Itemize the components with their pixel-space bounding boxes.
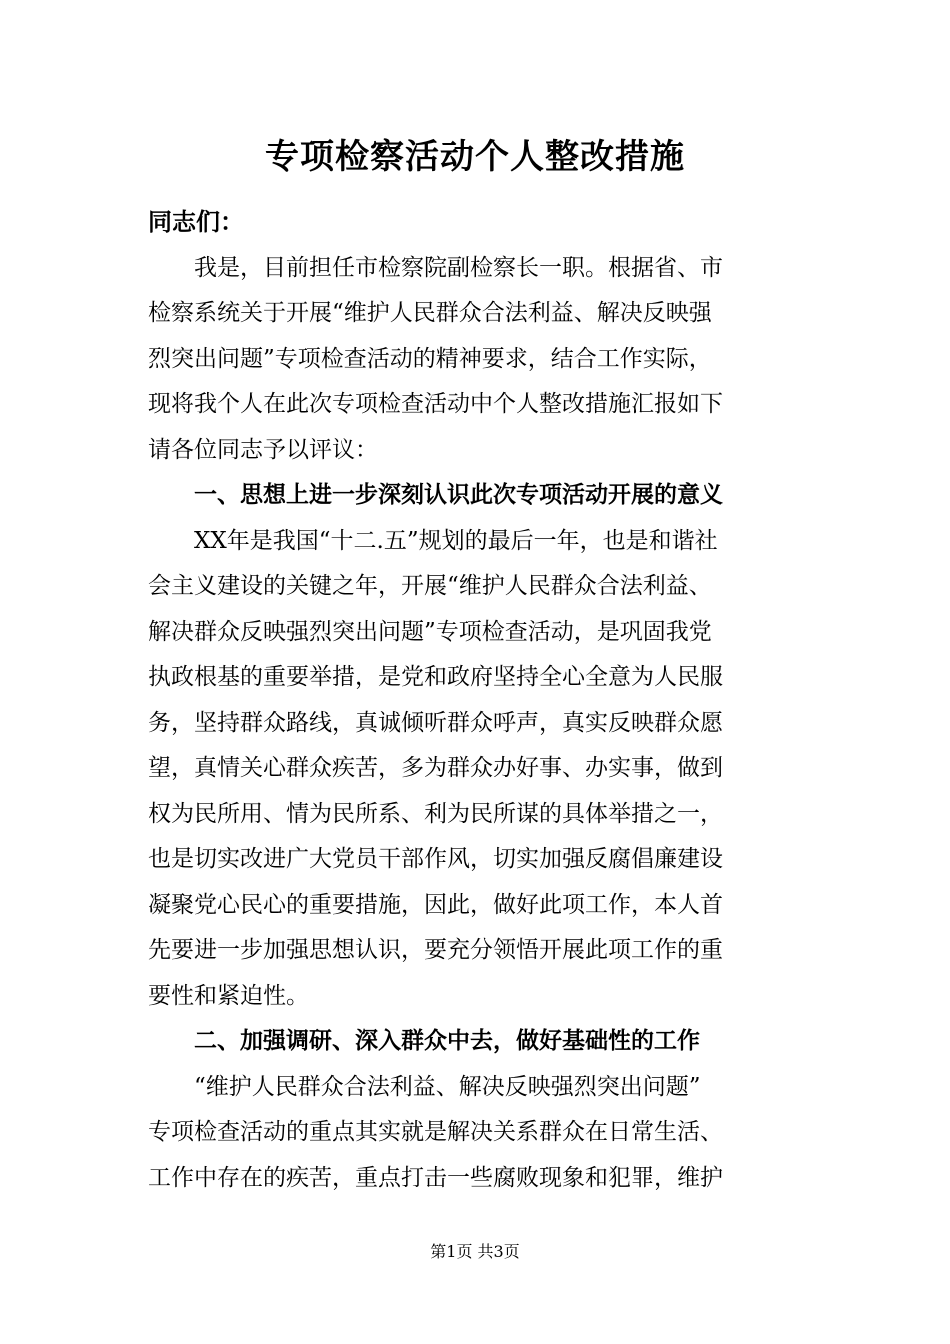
paragraph-line: 会主义建设的关键之年，开展“维护人民群众合法利益、 bbox=[148, 573, 712, 599]
paragraph-line: 现将我个人在此次专项检查活动中个人整改措施汇报如下 bbox=[148, 391, 723, 417]
paragraph-line: 凝聚党心民心的重要措施，因此，做好此项工作，本人首 bbox=[148, 891, 723, 918]
page-footer: 第1页 共3页 bbox=[430, 1242, 520, 1261]
document-body bbox=[148, 200, 808, 1201]
section-heading: 二、加强调研、深入群众中去，做好基础性的工作 bbox=[194, 1028, 700, 1054]
salutation: 同志们： bbox=[148, 208, 244, 236]
paragraph-line: 工作中存在的疾苦，重点打击一些腐败现象和犯罪，维护 bbox=[148, 1164, 723, 1191]
paragraph-line: “维护人民群众合法利益、解决反映强烈突出问题” bbox=[194, 1073, 701, 1100]
paragraph-line: 专项检查活动的重点其实就是解决关系群众在日常生活、 bbox=[148, 1119, 723, 1145]
paragraph-line: 务，坚持群众路线，真诚倾听群众呼声，真实反映群众愿 bbox=[148, 709, 723, 736]
paragraph-line: 我是，目前担任市检察院副检察长一职。根据省、市 bbox=[194, 254, 723, 281]
section-heading: 一、思想上进一步深刻认识此次专项活动开展的意义 bbox=[194, 482, 723, 508]
paragraph-line: 权为民所用、情为民所系、利为民所谋的具体举措之一， bbox=[148, 800, 723, 827]
document-title: 专项检察活动个人整改措施 bbox=[265, 137, 685, 177]
paragraph-line: 请各位同志予以评议： bbox=[148, 436, 378, 463]
paragraph-line: XX年是我国“十二.五”规划的最后一年，也是和谐社 bbox=[194, 527, 718, 554]
paragraph-line: 要性和紧迫性。 bbox=[148, 982, 309, 1009]
paragraph-line: 也是切实改进广大党员干部作风，切实加强反腐倡廉建设 bbox=[148, 846, 723, 872]
paragraph-line: 先要进一步加强思想认识，要充分领悟开展此项工作的重 bbox=[148, 937, 723, 963]
paragraph-line: 烈突出问题”专项检查活动的精神要求，结合工作实际， bbox=[148, 345, 712, 372]
paragraph-line: 解决群众反映强烈突出问题”专项检查活动，是巩固我党 bbox=[148, 618, 712, 645]
paragraph-line: 检察系统关于开展“维护人民群众合法利益、解决反映强 bbox=[148, 300, 712, 326]
paragraph-line: 执政根基的重要举措，是党和政府坚持全心全意为人民服 bbox=[148, 664, 723, 690]
paragraph-line: 望，真情关心群众疾苦，多为群众办好事、办实事，做到 bbox=[148, 755, 723, 781]
